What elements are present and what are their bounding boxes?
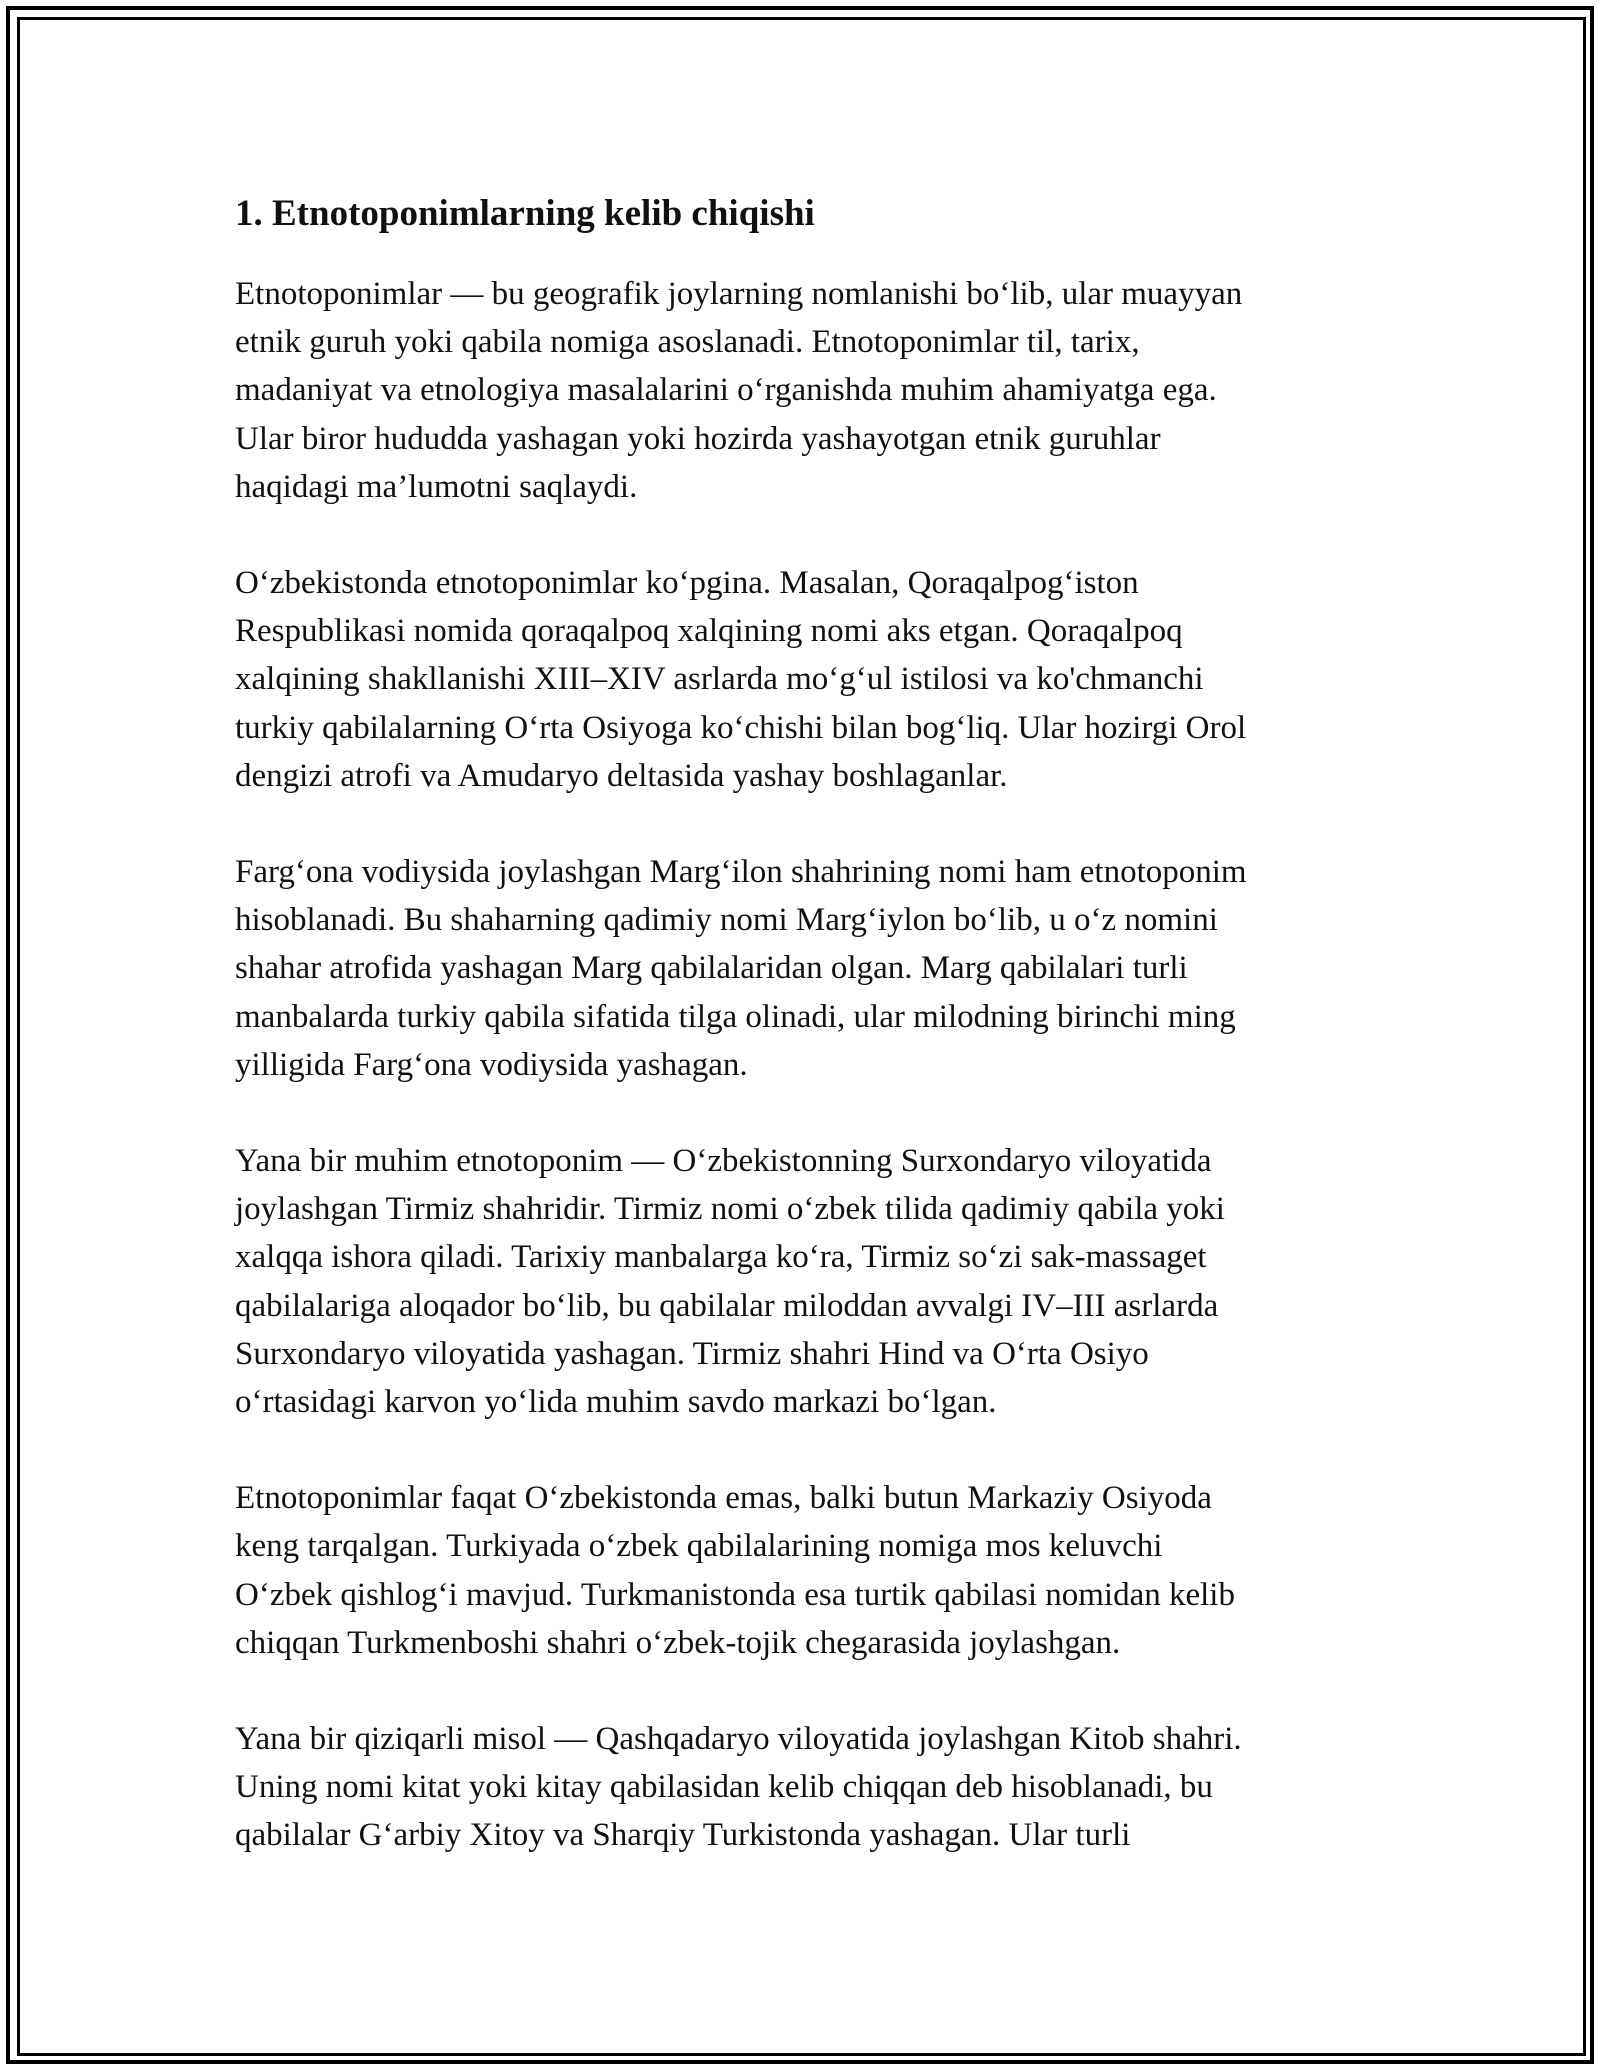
paragraph-central-asia: Etnotoponimlar faqat O‘zbekistonda emas, balki butun Markaziy Osiyoda keng tarqalgan. Turkiyada o‘zbek qabilalarining nomiga mos keluvchi O‘zbek qishlog‘i mavjud. Turkmanistonda esa turtik qabilasi nomidan kelib chiqqan Turkmenboshi shahri o‘zbek-tojik chegarasida joylashgan. (235, 1480, 1235, 1661)
document-body (235, 188, 1375, 1860)
section-heading: 1. Etnotoponimlarning kelib chiqishi (235, 193, 815, 234)
paragraph-termez: Yana bir muhim etnotoponim — O‘zbekistonning Surxondaryo viloyatida joylashgan Tirmiz shahridir. Tirmiz nomi o‘zbek tilida qadimiy qabila yoki xalqqa ishora qiladi. Tarixiy manbalarga ko‘ra, Tirmiz so‘zi sak-massaget qabilalariga aloqador bo‘lib, bu qabilalar miloddan avvalgi IV–III asrlarda Surxondaryo viloyatida yashagan. Tirmiz shahri Hind va O‘rta Osiyo o‘rtasidagi karvon yo‘lida muhim savdo markazi bo‘lgan. (235, 1143, 1225, 1421)
paragraph-kitob: Yana bir qiziqarli misol — Qashqadaryo viloyatida joylashgan Kitob shahri. Uning nomi kitat yoki kitay qabilasidan kelib chiqqan deb hisoblanadi, bu qabilalar G‘arbiy Xitoy va Sharqiy Turkistonda yashagan. Ular turli (235, 1721, 1242, 1854)
paragraph-margilan: Farg‘ona vodiysida joylashgan Marg‘ilon shahrining nomi ham etnotoponim hisoblanadi. Bu shaharning qadimiy nomi Marg‘iylon bo‘lib, u o‘z nomini shahar atrofida yashagan Marg qabilalaridan olgan. Marg qabilalari turli manbalarda turkiy qabila sifatida tilga olinadi, ular milodning birinchi ming yilligida Farg‘ona vodiysida yashagan. (235, 854, 1247, 1083)
paragraph-karakalpakstan: O‘zbekistonda etnotoponimlar ko‘pgina. Masalan, Qoraqalpog‘iston Respublikasi nomida qoraqalpoq xalqining nomi aks etgan. Qoraqalpoq xalqining shakllanishi XIII–XIV asrlarda mo‘g‘ul istilosi va ko'chmanchi turkiy qabilalarning O‘rta Osiyoga ko‘chishi bilan bog‘liq. Ular hozirgi Orol dengizi atrofi va Amudaryo deltasida yashay boshlaganlar. (235, 565, 1247, 794)
paragraph-intro: Etnotoponimlar — bu geografik joylarning nomlanishi bo‘lib, ular muayyan etnik guruh yoki qabila nomiga asoslanadi. Etnotoponimlar til, tarix, madaniyat va etnologiya masalalarini o‘rganishda muhim ahamiyatga ega. Ular biror hududda yashagan yoki hozirda yashayotgan etnik guruhlar haqidagi ma’lumotni saqlaydi. (235, 276, 1243, 505)
